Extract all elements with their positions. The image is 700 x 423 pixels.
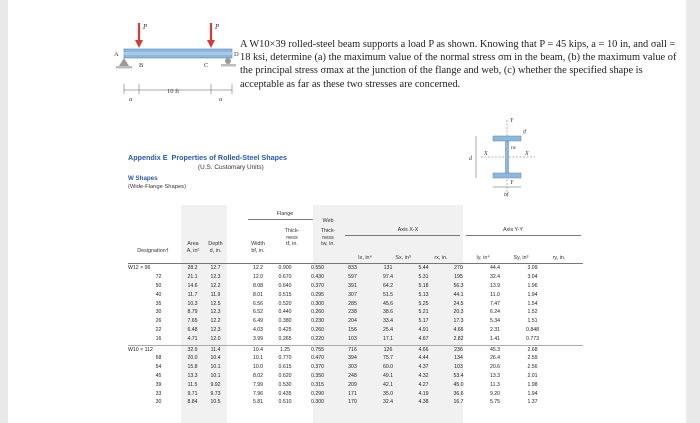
table-cell: 17.3: [453, 318, 464, 325]
section-tf: tf: [523, 129, 527, 135]
table-cell: 11.9: [210, 291, 221, 298]
table-cell: 33.4: [382, 318, 394, 325]
table-cell: 10.1: [210, 364, 221, 371]
table-cell: 30: [155, 309, 162, 316]
table-cell: 5.34: [489, 318, 501, 325]
table-cell: 45.6: [382, 300, 394, 307]
table-cell: 36.6: [453, 390, 464, 397]
table-cell: 10.5: [210, 399, 221, 406]
table-cell: 25.4: [382, 326, 394, 333]
table-cell: 0.848: [526, 326, 539, 333]
spacer-cell: [227, 389, 246, 398]
spacer-cell: [227, 326, 246, 335]
table-cell: 394: [348, 355, 357, 362]
spacer-cell: [227, 317, 246, 326]
table-row: [128, 380, 551, 389]
point-d-label: D: [234, 51, 239, 58]
table-cell: 20.6: [489, 364, 501, 371]
table-cell: 22: [155, 326, 162, 333]
table-cell: 1.54: [527, 300, 538, 307]
ground-right: [221, 64, 236, 67]
table-cell: 2.31: [489, 326, 501, 333]
table-cell: 9.71: [187, 390, 198, 397]
table-cell: 270: [454, 265, 463, 272]
table-cell: 32.4: [489, 274, 501, 281]
table-cell: 28.2: [187, 265, 198, 272]
col-ry: ry, in.: [552, 255, 566, 261]
table-cell: 248: [348, 372, 357, 379]
table-cell: 4.19: [418, 390, 429, 397]
table-cell: 0.300: [311, 399, 324, 406]
table-cell: 2.56: [527, 364, 538, 371]
table-cell: 15.8: [187, 364, 198, 371]
table-cell: 1.98: [527, 381, 538, 388]
table-cell: 33: [155, 390, 162, 397]
table-cell: 60.0: [382, 364, 394, 371]
table-cell: 307: [348, 291, 357, 298]
table-cell: 5.13: [418, 291, 429, 298]
problem-statement: A W10×39 rolled-steel beam supports a load P as shown. Knowing that P = 45 kips, a = 10 in, and σall = 18 ksi, determine (a) the maximum value of the normal stress σm in the beam, (b) the maximum value of the principal stress σmax at the junction of the flange and web, (c) whether the specified shape is acceptable as far as these two stresses are concerned.: [240, 39, 677, 90]
table-cell: 35.0: [382, 390, 394, 397]
table-cell: 2.59: [527, 355, 538, 362]
table-cell: 6.56: [252, 300, 264, 307]
dim-span: 10 ft: [167, 88, 180, 95]
table-cell: 4.37: [418, 364, 429, 371]
table-cell: 7.47: [489, 300, 501, 307]
table-cell: 103: [454, 364, 463, 371]
col-web-thickness: Thick- ness tw, in.: [320, 228, 336, 248]
table-cell: 20.3: [453, 309, 464, 316]
col-sy: Sy, in³: [513, 255, 529, 261]
point-a-label: A: [114, 51, 119, 58]
section-x-right: X: [525, 151, 529, 157]
group-axis-x: Axis X-X: [397, 227, 419, 233]
group-web: Web: [322, 218, 334, 224]
table-cell: 10.0: [252, 364, 264, 371]
shape-title: W Shapes: [128, 175, 158, 182]
support-pin-left: [119, 58, 129, 66]
appendix-subtitle: Properties of Rolled-Steel Shapes: [171, 153, 287, 162]
table-row: [128, 363, 551, 372]
table-cell: 0.350: [311, 372, 324, 379]
table-cell: 32.9: [187, 346, 198, 353]
spacer-cell: [227, 372, 246, 381]
spacer-cell: [227, 282, 246, 291]
table-cell: 3.99: [252, 335, 264, 342]
beam-web-shade: [124, 52, 232, 55]
table-cell: 238: [348, 309, 357, 316]
appendix-units: (U.S. Customary Units): [198, 164, 264, 171]
table-cell: 6.24: [489, 309, 501, 316]
table-cell: 0.290: [311, 390, 324, 397]
table-cell: 5.21: [418, 309, 429, 316]
table-cell: 35: [155, 300, 162, 307]
table-cell: 597: [348, 274, 357, 281]
table-cell: 2.68: [527, 346, 538, 353]
table-cell: 11.4: [210, 346, 221, 353]
col-iy: Iy, in⁴: [476, 255, 490, 261]
table-cell: 12.7: [210, 265, 221, 272]
table-cell: 16: [155, 335, 162, 342]
beam-figure: [112, 20, 242, 108]
axis-y-group-rule: [466, 235, 581, 236]
table-row: [128, 372, 551, 381]
table-cell: 4.66: [418, 346, 429, 353]
load-arrowhead-right: [207, 40, 215, 48]
table-cell: 8.02: [252, 372, 264, 379]
table-cell: 7.96: [252, 390, 264, 397]
table-cell: 10.1: [210, 372, 221, 379]
table-cell: 833: [348, 265, 357, 272]
table-cell: 21.1: [187, 274, 198, 281]
col-sx: Sx, in³: [395, 255, 411, 261]
table-cell: 2.01: [527, 372, 538, 379]
table-cell: 40: [155, 291, 162, 298]
table-cell: 3.09: [527, 265, 538, 272]
table-cell: 68: [155, 355, 162, 362]
table-cell: 5.31: [418, 274, 429, 281]
section-web: [506, 141, 509, 173]
table-row: [128, 299, 551, 308]
table-cell: 0.315: [311, 381, 324, 388]
table-cell: 4.66: [453, 326, 464, 333]
table-cell: 0.670: [278, 274, 292, 281]
table-cell: 45: [155, 372, 162, 379]
table-row: [128, 317, 551, 326]
table-cell: 0.260: [311, 326, 324, 333]
table-cell: 6.52: [252, 309, 264, 316]
table-row: [128, 290, 551, 299]
table-cell: 0.425: [278, 326, 292, 333]
table-cell: 303: [348, 364, 357, 371]
table-cell: 12.5: [210, 300, 221, 307]
table-cell: 0.230: [311, 318, 324, 325]
table-cell: 30: [155, 399, 162, 406]
table-cell: 0.530: [278, 381, 292, 388]
table-cell: 5.81: [252, 399, 264, 406]
spacer-cell: [227, 354, 246, 363]
table-cell: 12.3: [210, 309, 221, 316]
table-cell: 8.08: [252, 282, 264, 289]
table-cell: 195: [454, 274, 463, 281]
col-area: Area A, in²: [186, 241, 200, 254]
table-cell: 156: [348, 326, 357, 333]
table-cell: 5.18: [418, 282, 429, 289]
table-cell: 1.96: [527, 282, 538, 289]
spacer-cell: [227, 264, 246, 273]
table-cell: 7.65: [187, 318, 198, 325]
table-cell: 5.25: [418, 300, 429, 307]
table-cell: 7.99: [252, 381, 264, 388]
table-cell: 5.75: [489, 399, 501, 406]
dim-a-right: a: [219, 96, 223, 103]
table-row: [128, 389, 551, 398]
table-cell: 10.1: [252, 355, 264, 362]
col-ix: Ix, in⁴: [358, 255, 372, 261]
spacer-cell: [227, 299, 246, 308]
table-cell: 204: [348, 318, 357, 325]
table-cell: 391: [348, 282, 357, 289]
col-width: Width bf, in.: [251, 241, 265, 254]
table-cell: 44.4: [489, 265, 501, 272]
table-cell: 0.520: [278, 300, 292, 307]
table-cell: 0.430: [311, 274, 324, 281]
axis-x-group-rule: [345, 235, 460, 236]
table-cell: 171: [348, 390, 357, 397]
table-cell: 51.5: [382, 291, 394, 298]
section-bottom-flange: [493, 173, 521, 178]
table-cell: 5.17: [418, 318, 429, 325]
ground-left: [116, 66, 132, 69]
table-cell: 236: [454, 346, 463, 353]
table-cell: 0.370: [311, 282, 324, 289]
point-b-label: B: [139, 62, 144, 69]
table-cell: 12.3: [210, 274, 221, 281]
table-cell: 4.71: [187, 335, 198, 342]
page: [8, 0, 686, 423]
table-cell: 9.92: [210, 381, 221, 388]
load-label-right: P: [215, 23, 220, 31]
table-cell: 17.1: [382, 335, 394, 342]
section-d: d: [469, 156, 472, 162]
support-roller-right: [225, 58, 231, 64]
table-cell: 0.755: [311, 346, 324, 353]
table-cell: 11.0: [490, 291, 500, 298]
table-cell: 42.1: [382, 381, 394, 388]
section-x-left: X: [484, 151, 488, 157]
table-cell: 4.44: [418, 355, 429, 362]
table-row: [128, 326, 551, 335]
table-cell: W10 × 112: [128, 346, 153, 353]
col-designation: Designation†: [137, 248, 169, 254]
table-cell: 2.82: [453, 335, 464, 342]
table-cell: 12.2: [252, 265, 264, 272]
table-cell: 4.38: [418, 399, 429, 406]
appendix-heading: [128, 153, 287, 162]
table-cell: 4.91: [418, 326, 429, 333]
table-cell: 0.615: [278, 364, 292, 371]
table-cell: 1.94: [527, 390, 538, 397]
table-cell: 45.3: [489, 346, 501, 353]
table-cell: 285: [348, 300, 357, 307]
table-cell: 26.4: [489, 355, 501, 362]
spacer-cell: [227, 273, 246, 282]
table-cell: 0.380: [278, 318, 292, 325]
table-cell: 6.49: [252, 318, 264, 325]
table-row: [128, 282, 551, 291]
table-cell: 0.515: [278, 291, 292, 298]
table-cell: 9.20: [489, 390, 501, 397]
table-cell: 0.620: [278, 372, 292, 379]
appendix-title: Appendix E: [128, 153, 168, 162]
table-cell: 0.265: [278, 335, 292, 342]
table-cell: 131: [383, 265, 393, 272]
w-shapes-table: [128, 264, 551, 407]
col-rx: rx, in.: [434, 255, 448, 261]
spacer-cell: [227, 380, 246, 389]
table-cell: 44.1: [453, 291, 464, 298]
table-row: [128, 398, 551, 407]
table-cell: 126: [383, 346, 393, 353]
table-cell: 1.52: [527, 309, 538, 316]
table-cell: 13.3: [187, 372, 198, 379]
table-cell: 1.51: [527, 318, 538, 325]
section-bf: bf: [504, 192, 509, 198]
table-body: [128, 264, 551, 407]
group-flange: Flange: [276, 211, 294, 217]
table-cell: 24.5: [453, 300, 464, 307]
table-cell: 4.67: [418, 335, 429, 342]
table-cell: 10.4: [252, 346, 264, 353]
flange-group-rule: [248, 219, 313, 220]
table-cell: 1.25: [279, 346, 291, 353]
table-cell: 10.3: [187, 300, 198, 307]
table-cell: 8.79: [187, 309, 198, 316]
group-axis-y: Axis Y-Y: [502, 227, 524, 233]
table-row: [128, 264, 551, 273]
col-flange-thickness: Thick- ness tf, in.: [284, 228, 300, 248]
table-cell: 0.770: [278, 355, 292, 362]
table-cell: 1.41: [489, 335, 501, 342]
table-cell: 1.94: [527, 291, 538, 298]
dim-a-left: a: [129, 96, 133, 103]
load-label-left: P: [143, 23, 148, 31]
table-cell: 20.0: [187, 355, 198, 362]
table-cell: 0.300: [311, 300, 324, 307]
table-cell: 13.3: [489, 372, 501, 379]
w-section-figure: [463, 115, 553, 203]
table-cell: 0.510: [278, 399, 292, 406]
table-cell: 5.44: [418, 265, 429, 272]
table-cell: 9.73: [210, 390, 221, 397]
table-cell: 0.470: [311, 355, 324, 362]
load-arrowhead-left: [135, 40, 143, 48]
table-cell: 53.4: [453, 372, 464, 379]
table-cell: 12.2: [210, 318, 221, 325]
table-cell: 8.84: [187, 399, 198, 406]
spacer-cell: [227, 363, 246, 372]
table-row: [128, 334, 551, 343]
table-cell: 50: [155, 282, 162, 289]
table-cell: 54: [155, 364, 162, 371]
table-cell: 209: [348, 381, 357, 388]
table-cell: 26: [155, 318, 162, 325]
point-c-label: C: [204, 62, 209, 69]
table-cell: 0.900: [278, 265, 292, 272]
table-cell: 12.0: [252, 274, 264, 281]
spacer-cell: [227, 290, 246, 299]
table-cell: 12.0: [210, 335, 221, 342]
table-cell: 38.6: [382, 309, 394, 316]
table-cell: 8.01: [252, 291, 264, 298]
table-cell: 0.220: [311, 335, 324, 342]
table-cell: 0.435: [278, 390, 292, 397]
table-cell: 72: [155, 274, 162, 281]
table-cell: 64.2: [382, 282, 394, 289]
table-cell: 3.04: [527, 274, 538, 281]
table-cell: 134: [454, 355, 463, 362]
table-row: [128, 273, 551, 282]
section-top-flange: [493, 136, 521, 141]
spacer-cell: [227, 398, 246, 407]
spacer-cell: [227, 334, 246, 343]
table-row: [128, 354, 551, 363]
table-cell: 56.3: [453, 282, 464, 289]
table-cell: 12.2: [210, 282, 221, 289]
shape-subtitle: (Wide-Flange Shapes): [128, 184, 186, 190]
table-cell: 170: [348, 399, 357, 406]
table-cell: 716: [348, 346, 357, 353]
table-cell: 0.773: [526, 335, 539, 342]
col-depth: Depth d, in.: [208, 241, 223, 254]
table-cell: 10.4: [210, 355, 221, 362]
table-cell: 49.1: [382, 372, 394, 379]
section-y-top: Y: [510, 118, 514, 124]
section-y-bottom: Y: [510, 180, 514, 186]
table-cell: 32.4: [382, 399, 394, 406]
table-cell: 39: [155, 381, 162, 388]
table-cell: 11.7: [187, 291, 198, 298]
table-cell: 11.5: [187, 381, 198, 388]
table-cell: 4.03: [252, 326, 264, 333]
table-cell: 13.9: [489, 282, 501, 289]
table-cell: 4.32: [418, 372, 429, 379]
table-cell: W12 × 96: [128, 265, 151, 272]
table-cell: 1.37: [527, 399, 538, 406]
table-cell: 14.6: [187, 282, 198, 289]
table-cell: 103: [348, 335, 357, 342]
table-cell: 0.260: [311, 309, 324, 316]
spacer-cell: [227, 308, 246, 317]
table-cell: 11.3: [490, 381, 500, 388]
table-cell: 97.4: [382, 274, 394, 281]
table-cell: 75.7: [382, 355, 394, 362]
table-cell: 0.370: [311, 364, 324, 371]
table-cell: 0.295: [311, 291, 324, 298]
table-cell: 0.440: [278, 309, 292, 316]
table-cell: 0.550: [311, 265, 324, 272]
table-cell: 16.7: [453, 399, 464, 406]
table-cell: 6.48: [187, 326, 198, 333]
section-tw: tw: [511, 145, 517, 151]
table-row: [128, 308, 551, 317]
table-cell: 0.640: [278, 282, 292, 289]
table-cell: 12.3: [210, 326, 221, 333]
group-separator: [128, 345, 583, 346]
table-cell: 4.27: [418, 381, 429, 388]
table-cell: 45.0: [453, 381, 464, 388]
